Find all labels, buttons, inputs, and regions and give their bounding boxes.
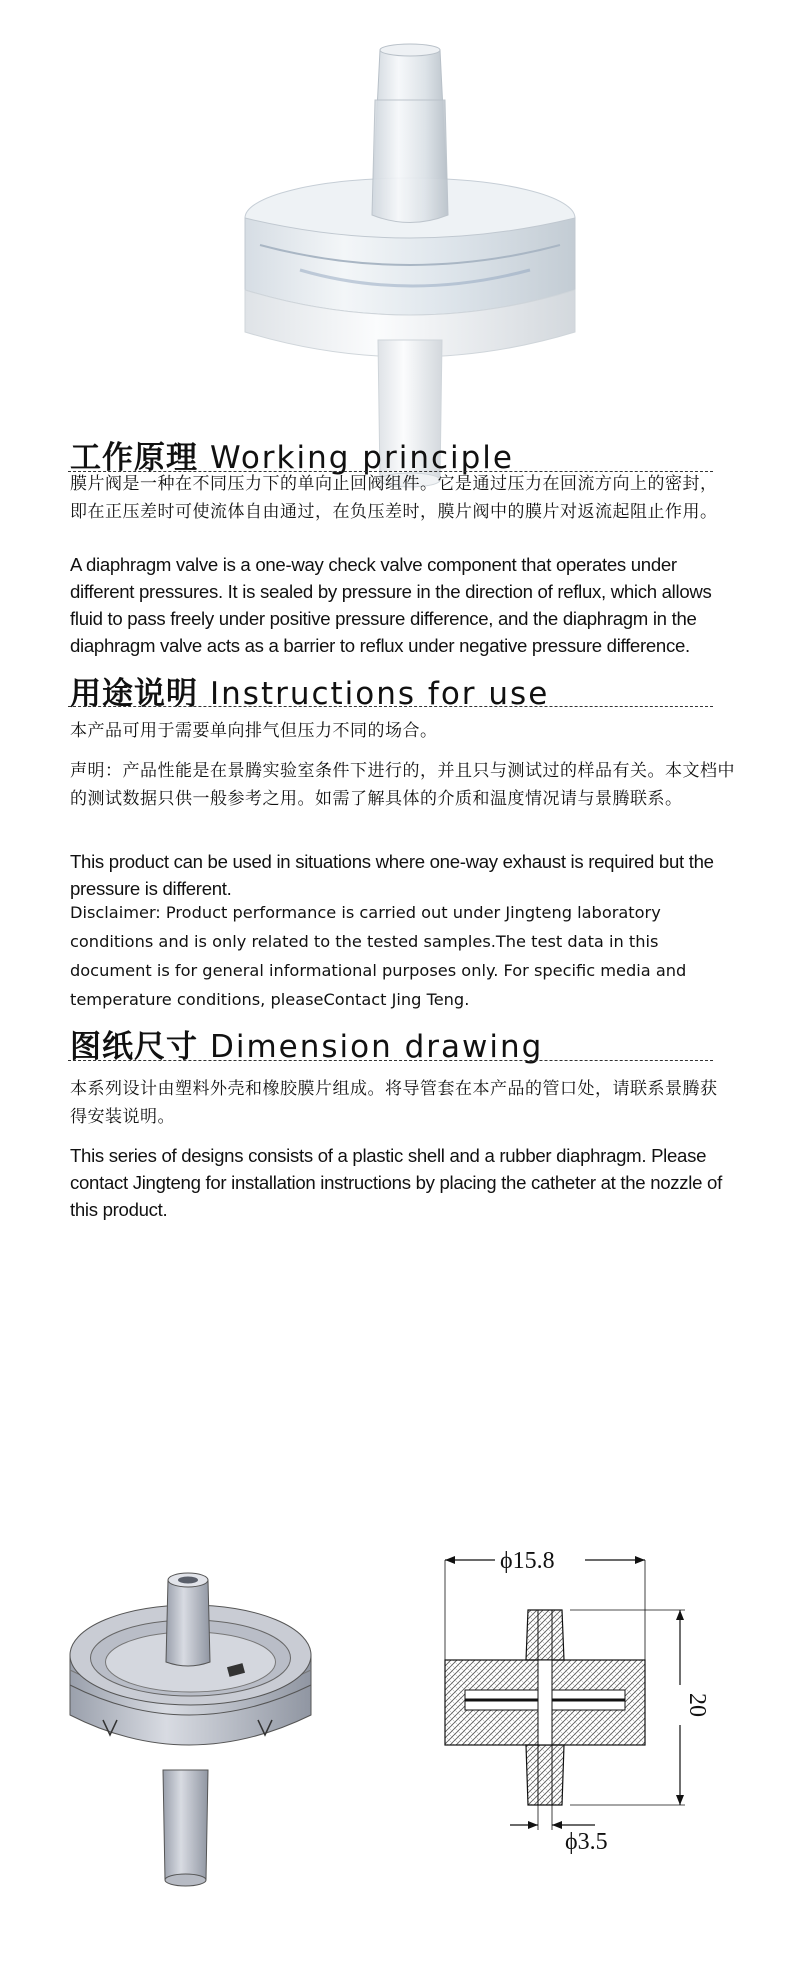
- working-text-en: A diaphragm valve is a one-way check valve component that operates under different pressures. It is sealed by pressure in the direction of reflux, which allows fluid to pass freely under positive pressure difference, and the diaphragm in the diaphragm valve acts as a barrier to reflux under negative pressure difference.: [70, 554, 712, 656]
- disclaimer-en: Disclaimer: Product performance is carried out under Jingteng laboratory conditions and is only related to the tested samples.The test data in this document is for general informational purposes only. For specific media and temperature conditions, pleaseContact Jing Teng.: [70, 903, 687, 1009]
- dimension-drawing: [440, 1545, 740, 1935]
- title-cn: 工作原理: [70, 440, 198, 476]
- dim-top-label: ϕ15.8: [500, 1548, 555, 1574]
- divider: [68, 1060, 713, 1061]
- title-en: Dimension drawing: [210, 1029, 544, 1065]
- dim-height-label: 20: [684, 1693, 710, 1717]
- isometric-model: [68, 1570, 313, 1900]
- dimension-text-cn: 本系列设计由塑料外壳和橡胶膜片组成。将导管套在本产品的管口处，请联系景腾获得安装说明。: [70, 1079, 718, 1127]
- title-cn: 用途说明: [70, 676, 198, 712]
- working-text-cn: 膜片阀是一种在不同压力下的单向止回阀组件。它是通过压力在回流方向上的密封，即在正压差时可使流体自由通过，在负压差时，膜片阀中的膜片对返流起阻止作用。: [70, 474, 718, 522]
- disclaimer-cn: 声明：产品性能是在景腾实验室条件下进行的，并且只与测试过的样品有关。本文档中的测试数据只供一般参考之用。如需了解具体的介质和温度情况请与景腾联系。: [70, 761, 735, 809]
- dimension-text-en: This series of designs consists of a plastic shell and a rubber diaphragm. Please contact Jingteng for installation instructions by placing the catheter at the nozzle of this product.: [70, 1145, 722, 1220]
- title-en: Working principle: [210, 440, 514, 476]
- usage-text-cn: 本产品可用于需要单向排气但压力不同的场合。: [70, 721, 438, 741]
- dim-bottom-label: ϕ3.5: [565, 1829, 608, 1855]
- divider: [68, 706, 713, 707]
- title-cn: 图纸尺寸: [70, 1029, 198, 1065]
- usage-text-en: This product can be used in situations where one-way exhaust is required but the pressure is different.: [70, 851, 714, 899]
- product-photo: [240, 40, 600, 500]
- title-en: Instructions for use: [210, 676, 550, 712]
